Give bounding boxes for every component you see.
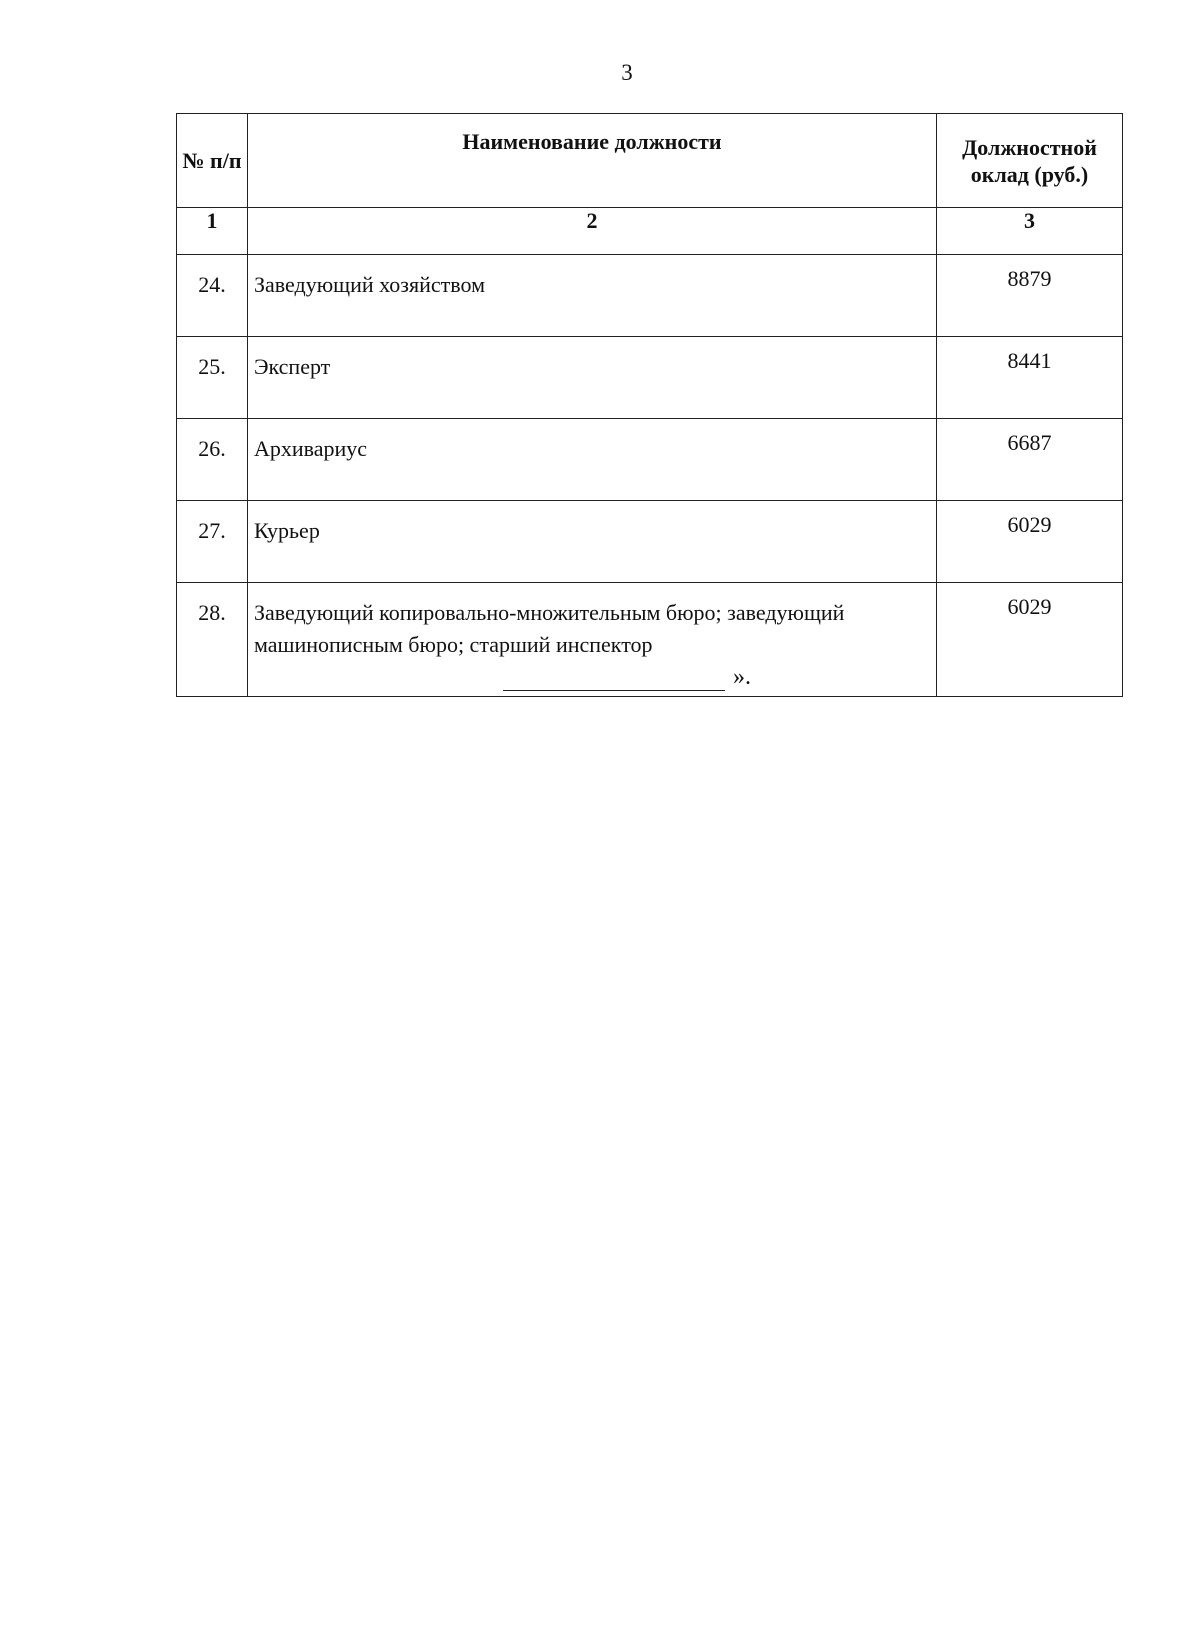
table-row bbox=[177, 337, 1123, 419]
header-number: № п/п bbox=[177, 114, 248, 208]
column-index-1: 1 bbox=[177, 208, 248, 255]
row-number: 27. bbox=[177, 501, 248, 583]
position-name: Эксперт bbox=[248, 337, 937, 419]
position-name: Курьер bbox=[248, 501, 937, 583]
column-index-row bbox=[177, 208, 1123, 255]
salary-value: 8879 bbox=[937, 255, 1123, 337]
salary-value: 6029 bbox=[937, 501, 1123, 583]
salary-value: 6029 bbox=[937, 583, 1123, 697]
header-position-name: Наименование должности bbox=[248, 114, 937, 208]
salary-value: 6687 bbox=[937, 419, 1123, 501]
table-row bbox=[177, 255, 1123, 337]
column-index-3: 3 bbox=[937, 208, 1123, 255]
position-name: Заведующий хозяйством bbox=[248, 255, 937, 337]
row-number: 24. bbox=[177, 255, 248, 337]
position-name: Архивариус bbox=[248, 419, 937, 501]
closing-quote-mark: ». bbox=[733, 664, 751, 690]
page-number: 3 bbox=[621, 60, 633, 85]
closing-line bbox=[503, 664, 751, 691]
row-number: 26. bbox=[177, 419, 248, 501]
salary-table bbox=[176, 113, 1123, 697]
table-row bbox=[177, 501, 1123, 583]
column-index-2: 2 bbox=[248, 208, 937, 255]
salary-value: 8441 bbox=[937, 337, 1123, 419]
header-salary: Должностной оклад (руб.) bbox=[937, 114, 1123, 208]
row-number: 28. bbox=[177, 583, 248, 697]
table-row bbox=[177, 419, 1123, 501]
blank-underline bbox=[503, 664, 725, 691]
row-number: 25. bbox=[177, 337, 248, 419]
position-name: Заведующий копировально-множительным бюро; заведующий машинописным бюро; старший инспектор bbox=[248, 583, 937, 697]
table-header-row bbox=[177, 114, 1123, 208]
